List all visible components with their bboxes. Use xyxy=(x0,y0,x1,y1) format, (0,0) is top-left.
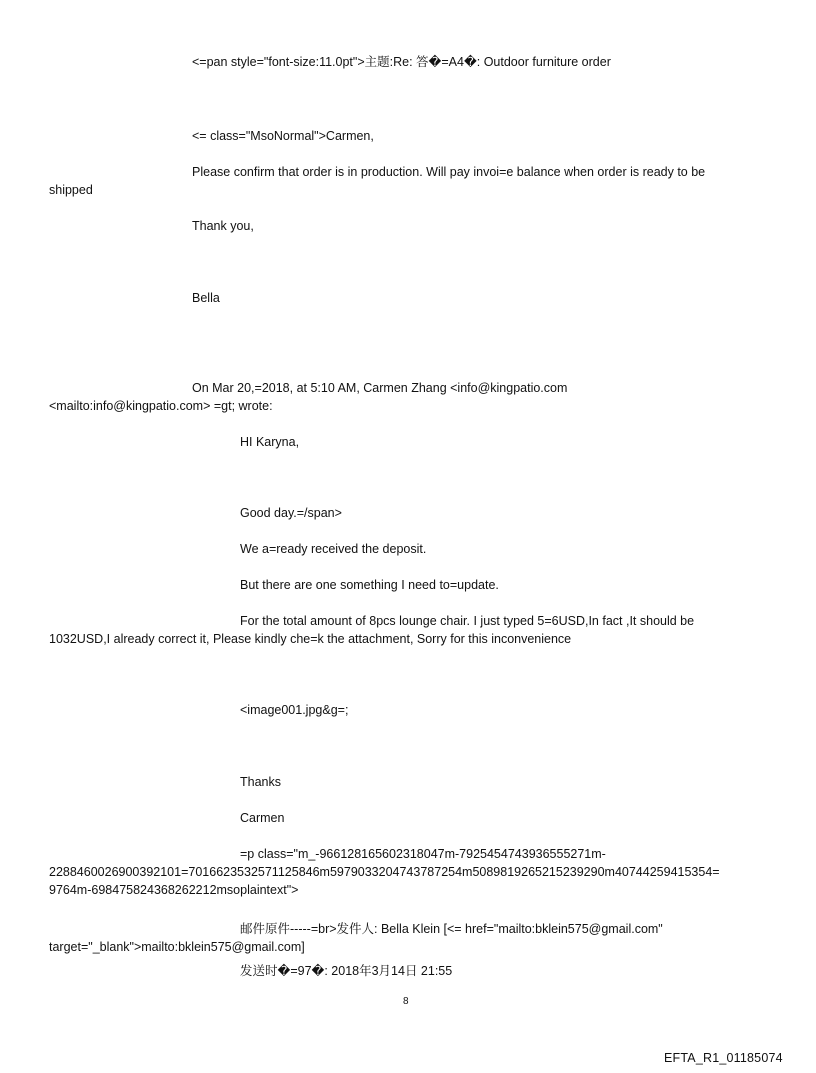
reply-body-line-1: Please confirm that order is in production. Will pay invoi=e balance when order is ready to be xyxy=(192,165,706,179)
reply-thanks: Thank you, xyxy=(192,219,254,233)
quoted-thanks: Thanks xyxy=(240,775,281,789)
quoted-signature: Carmen xyxy=(240,811,285,825)
quoted-greeting: HI Karyna, xyxy=(240,435,300,449)
quoted-total-line-1: For the total amount of 8pcs lounge chair. I just typed 5=6USD,In fact ,It should be xyxy=(240,614,695,628)
subject-line: <=pan style="font-size:11.0pt">主题:Re: 答�=A4�: Outdoor furniture order xyxy=(192,55,611,69)
original-from-line-2: target="_blank">mailto:bklein575@gmail.com] xyxy=(49,940,305,954)
bates-number: EFTA_R1_01185074 xyxy=(664,1051,783,1065)
quoted-header-line-1: On Mar 20,=2018, at 5:10 AM, Carmen Zhang <info@kingpatio.com xyxy=(192,381,568,395)
quoted-total-line-2: 1032USD,I already correct it, Please kindly che=k the attachment, Sorry for this inconvenience xyxy=(49,632,572,646)
quoted-deposit: We a=ready received the deposit. xyxy=(240,542,427,556)
reply-body-line-2: shipped xyxy=(49,183,93,197)
quoted-good-day: Good day.=/span> xyxy=(240,506,342,520)
quoted-image-placeholder: <image001.jpg&g=; xyxy=(240,703,349,717)
reply-salutation: <= class="MsoNormal">Carmen, xyxy=(192,129,374,143)
quoted-update: But there are one something I need to=update. xyxy=(240,578,499,592)
quoted-class-line-1: =p class="m_-966128165602318047m-7925454743936555271m- xyxy=(240,847,606,861)
quoted-header-line-2: <mailto:info@kingpatio.com> =gt; wrote: xyxy=(49,399,273,413)
page-number: 8 xyxy=(403,996,409,1007)
reply-signature: Bella xyxy=(192,291,220,305)
original-sent-line: 发送时�=97�: 2018年3月14日 21:55 xyxy=(240,964,453,978)
original-from-line-1: 邮件原件-----=br>发件人: Bella Klein [<= href="mailto:bklein575@gmail.com" xyxy=(240,922,663,936)
quoted-class-line-3: 9764m-698475824368262212msoplaintext"> xyxy=(49,883,299,897)
quoted-class-line-2: 2288460026900392101=7016623532571125846m5979033204743787254m5089819265215239290m40744259415354= xyxy=(49,865,720,879)
